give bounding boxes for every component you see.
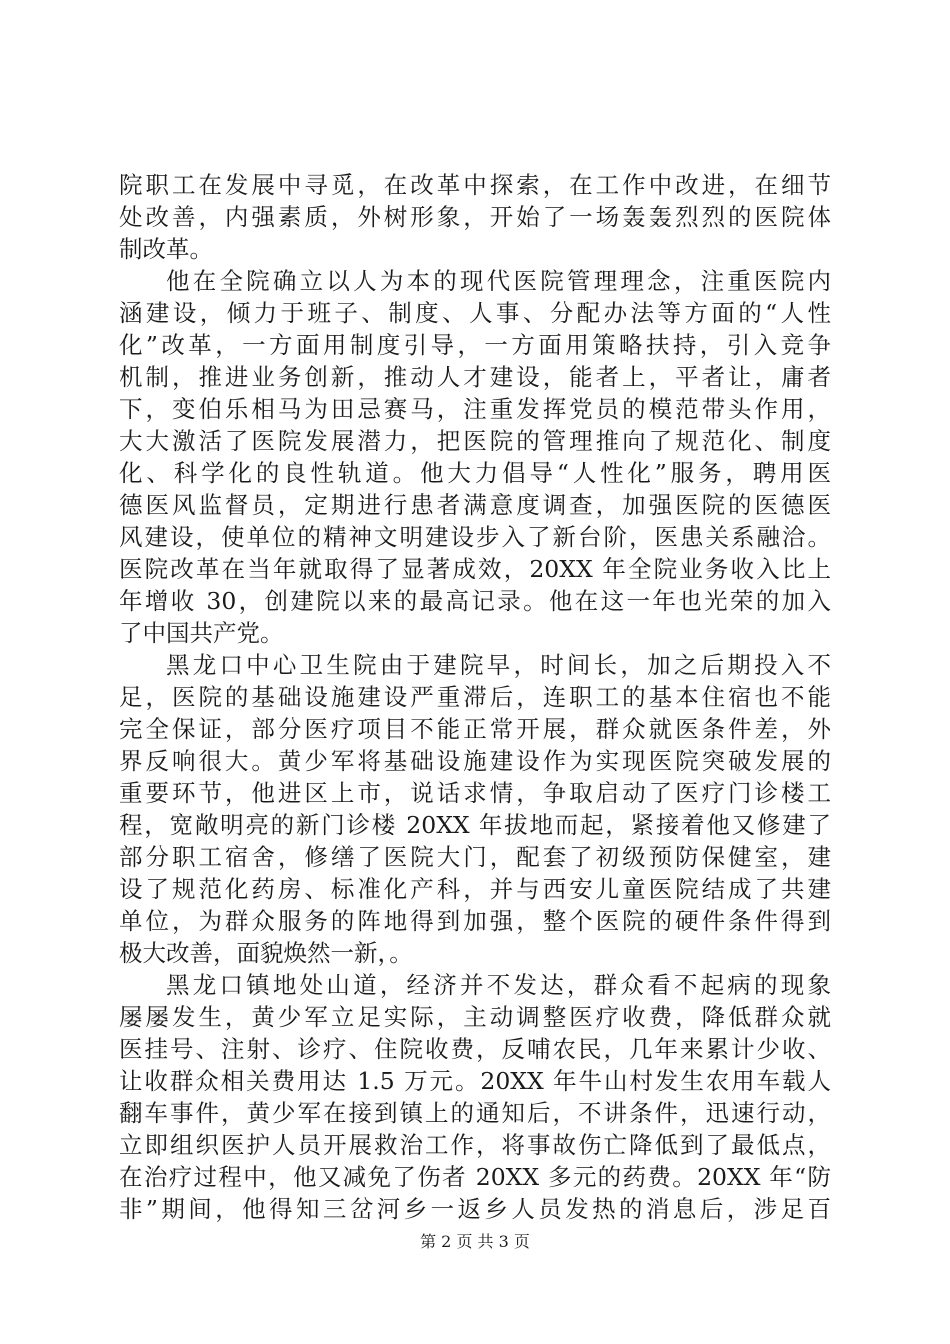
text-line: 非”期间，他得知三岔河乡一返乡人员发热的消息后，涉足百: [119, 1195, 831, 1223]
text-line: 他在全院确立以人为本的现代医院管理理念，注重医院内: [166, 267, 831, 295]
text-line: 完全保证，部分医疗项目不能正常开展，群众就医条件差，外: [119, 715, 831, 743]
text-line: 年增收 30，创建院以来的最高记录。他在这一年也光荣的加入: [119, 587, 831, 615]
text-line: 黑龙口镇地处山道，经济并不发达，群众看不起病的现象: [166, 971, 831, 999]
text-line: 界反响很大。黄少军将基础设施建设作为实现医院突破发展的: [119, 747, 831, 775]
text-line: 足，医院的基础设施建设严重滞后，连职工的基本住宿也不能: [119, 683, 831, 711]
text-line: 下，变伯乐相马为田忌赛马，注重发挥党员的模范带头作用，: [119, 395, 831, 423]
text-line: 化”改革，一方面用制度引导，一方面用策略扶持，引入竞争: [119, 331, 831, 359]
text-line: 重要环节，他进区上市，说话求情，争取启动了医疗门诊楼工: [119, 779, 831, 807]
body-text: [119, 169, 831, 1225]
text-line: 了中国共产党。: [119, 619, 284, 647]
text-line: 制改革。: [119, 235, 213, 263]
text-line: 风建设，使单位的精神文明建设步入了新台阶，医患关系融洽。: [119, 523, 831, 551]
text-line: 涵建设，倾力于班子、制度、人事、分配办法等方面的“人性: [119, 299, 831, 327]
text-line: 翻车事件，黄少军在接到镇上的通知后，不讲条件，迅速行动，: [119, 1099, 831, 1127]
text-line: 在治疗过程中，他又减免了伤者 20XX 多元的药费。20XX 年“防: [119, 1163, 831, 1191]
text-line: 极大改善，面貌焕然一新，。: [119, 939, 413, 967]
text-line: 化、科学化的良性轨道。他大力倡导“人性化”服务，聘用医: [119, 459, 831, 487]
text-line: 医院改革在当年就取得了显著成效，20XX 年全院业务收入比上: [119, 555, 831, 583]
text-line: 部分职工宿舍，修缮了医院大门，配套了初级预防保健室，建: [119, 843, 831, 871]
text-line: 黑龙口中心卫生院由于建院早，时间长，加之后期投入不: [166, 651, 831, 679]
text-line: 机制，推进业务创新，推动人才建设，能者上，平者让，庸者: [119, 363, 831, 391]
text-line: 让收群众相关费用达 1.5 万元。20XX 年牛山村发生农用车载人: [119, 1067, 831, 1095]
text-line: 设了规范化药房、标准化产科，并与西安儿童医院结成了共建: [119, 875, 831, 903]
text-line: 程，宽敞明亮的新门诊楼 20XX 年拔地而起，紧接着他又修建了: [119, 811, 831, 839]
page-number-footer: 第 2 页 共 3 页: [420, 1232, 530, 1251]
text-line: 德医风监督员，定期进行患者满意度调查，加强医院的医德医: [119, 491, 831, 519]
text-line: 立即组织医护人员开展救治工作，将事故伤亡降低到了最低点，: [119, 1131, 831, 1159]
text-line: 屡屡发生，黄少军立足实际，主动调整医疗收费，降低群众就: [119, 1003, 831, 1031]
text-line: 院职工在发展中寻觅，在改革中探索，在工作中改进，在细节: [119, 171, 831, 199]
text-line: 处改善，内强素质，外树形象，开始了一场轰轰烈烈的医院体: [119, 203, 831, 231]
text-line: 单位，为群众服务的阵地得到加强，整个医院的硬件条件得到: [119, 907, 831, 935]
text-line: 大大激活了医院发展潜力，把医院的管理推向了规范化、制度: [119, 427, 831, 455]
text-line: 医挂号、注射、诊疗、住院收费，反哺农民，几年来累计少收、: [119, 1035, 831, 1063]
